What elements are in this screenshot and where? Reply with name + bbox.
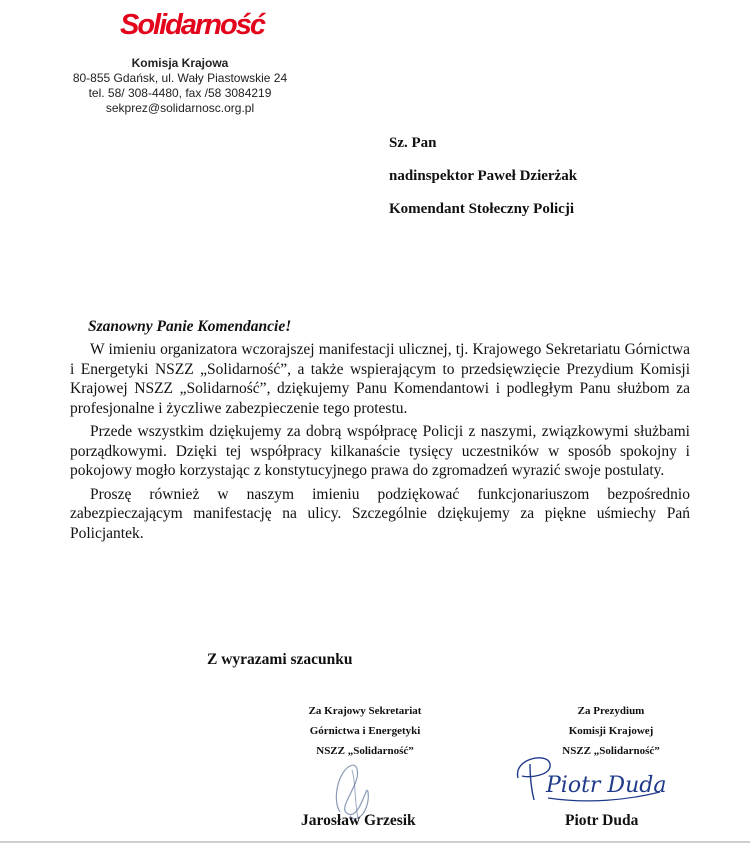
salutation: Szanowny Panie Komendancie!: [88, 318, 292, 335]
signature-duda-icon: [508, 748, 668, 808]
svg-text:Solidarność: Solidarność: [120, 9, 264, 41]
org-email: sekprez@solidarnosc.org.pl: [105, 101, 255, 115]
closing-phrase: Z wyrazami szacunku: [207, 651, 353, 668]
addressee-line-1: Sz. Pan: [389, 135, 437, 151]
org-name: Komisja Krajowa: [131, 56, 229, 70]
paragraph-3: Proszę również w naszym imieniu podziękować funkcjonariuszom bezpośrednio zabezpieczającym manifestację na ulicy. Szczególnie dziękujemy za piękne uśmiechy Pań Policjantek.: [70, 485, 690, 542]
sig-left-line-3: NSZZ „Solidarność”: [316, 745, 414, 757]
signature-duda-handwriting: Piotr Duda: [546, 773, 667, 798]
org-address: 80-855 Gdańsk, ul. Wały Piastowskie 24: [72, 71, 288, 85]
sig-left-line-1: Za Krajowy Sekretariat: [308, 705, 422, 717]
sig-left-line-2: Górnictwa i Energetyki: [309, 725, 421, 737]
org-phone: tel. 58/ 308-4480, fax /58 3084219: [88, 86, 272, 100]
sig-right-line-3: NSZZ „Solidarność”: [562, 745, 660, 757]
solidarnosc-logo: [118, 2, 264, 46]
signer-name-left: Jarosław Grzesik: [301, 812, 416, 829]
sig-right-line-1: Za Prezydium: [577, 705, 645, 717]
page-bottom-divider: [0, 841, 750, 843]
letterhead: [50, 56, 310, 116]
sig-right-line-2: Komisji Krajowej: [568, 725, 654, 737]
addressee-line-3: Komendant Stołeczny Policji: [389, 201, 574, 217]
addressee-line-2: nadinspektor Paweł Dzierżak: [389, 168, 578, 184]
letter-body: [70, 340, 690, 547]
paragraph-1: W imieniu organizatora wczorajszej manifestacji ulicznej, tj. Krajowego Sekretariatu Górnictwa i Energetyki NSZZ „Solidarność”, a także wspierającym to przedsięwzięcie Prezydium Komisji Krajowej NSZZ „Solidarność”, dziękujemy Panu Komendantowi i podległym Panu służbom za profesjonalne i życzliwe zabezpieczenie tego protestu.: [70, 341, 690, 417]
signer-name-right: Piotr Duda: [565, 812, 639, 829]
paragraph-2: Przede wszystkim dziękujemy za dobrą współpracę Policji z naszymi, związkowymi służbami porządkowymi. Dzięki tej współpracy kilkanaście tysięcy uczestników w sposób spokojny i pokojowy mogło korzystając z konstytucyjnego prawa do zgromadzeń wyrazić swoje postulaty.: [70, 423, 690, 479]
addressee-block: [389, 134, 577, 233]
